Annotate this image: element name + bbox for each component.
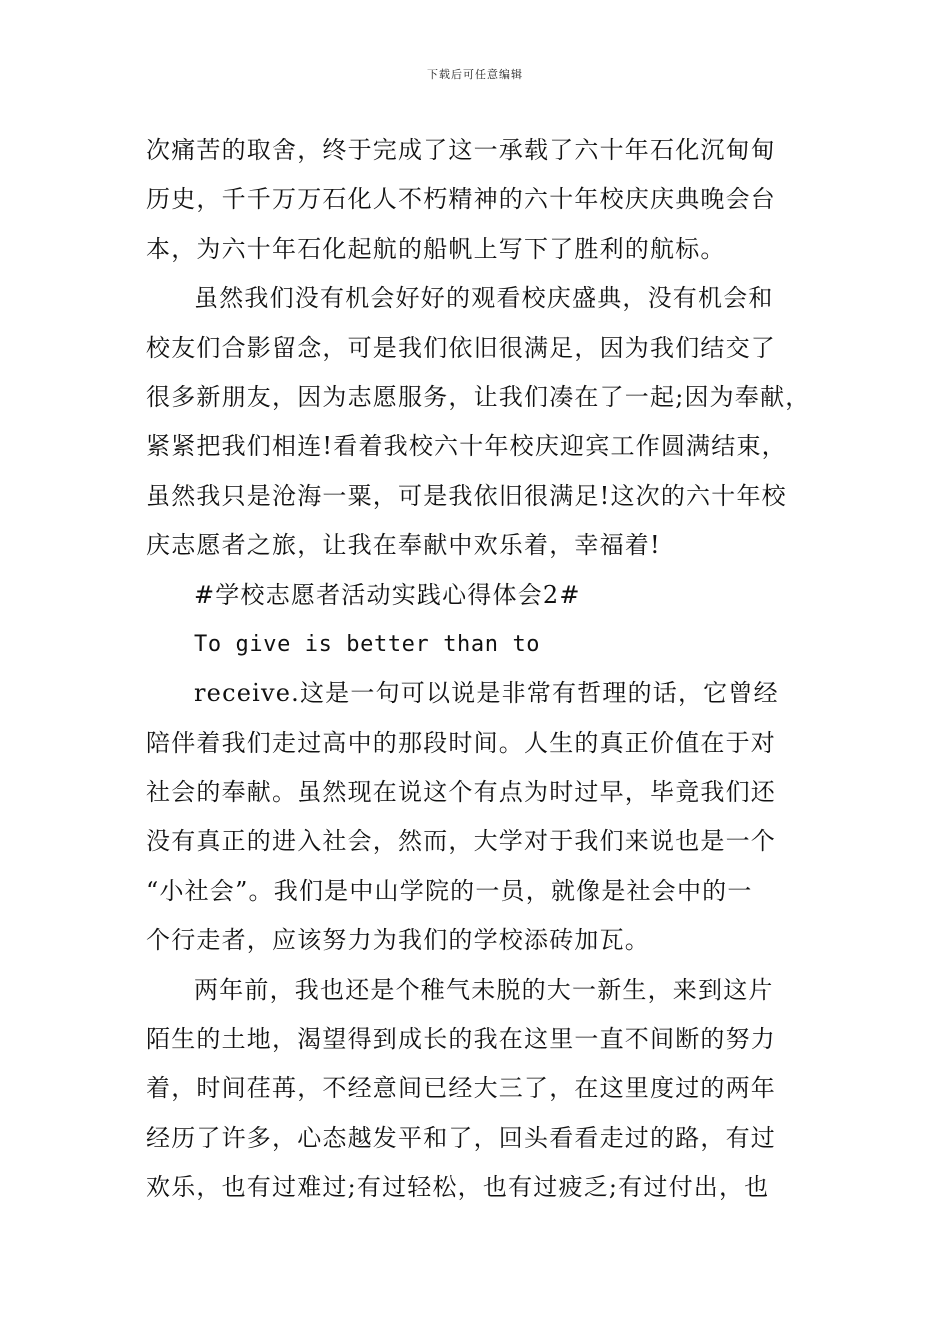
text-line: 着，时间荏苒，不经意间已经大三了，在这里度过的两年 xyxy=(146,1074,776,1103)
text-line: 历史，千千万万石化人不朽精神的六十年校庆庆典晚会台 xyxy=(146,185,776,214)
text-line: receive.这是一句可以说是非常有哲理的话，它曾经 xyxy=(194,679,779,708)
text-line: 校友们合影留念，可是我们依旧很满足，因为我们结交了 xyxy=(146,333,776,362)
text-line: 经历了许多，心态越发平和了，回头看看走过的路，有过 xyxy=(146,1123,776,1152)
text-line: 虽然我只是沧海一粟，可是我依旧很满足!这次的六十年校 xyxy=(146,481,787,510)
header-note: 下载后可任意编辑 xyxy=(427,68,523,81)
text-line: 虽然我们没有机会好好的观看校庆盛典，没有机会和 xyxy=(194,284,774,313)
text-line: 个行走者，应该努力为我们的学校添砖加瓦。 xyxy=(146,926,650,955)
text-line: 紧紧把我们相连!看着我校六十年校庆迎宾工作圆满结束， xyxy=(146,432,787,461)
text-line: To give is better than to xyxy=(194,631,541,657)
text-line: 欢乐，也有过难过;有过轻松，也有过疲乏;有过付出，也 xyxy=(146,1173,770,1202)
text-line: 陌生的土地，渴望得到成长的我在这里一直不间断的努力 xyxy=(146,1025,776,1054)
text-line: 没有真正的进入社会，然而，大学对于我们来说也是一个 xyxy=(146,827,776,856)
text-line: 庆志愿者之旅，让我在奉献中欢乐着，幸福着! xyxy=(146,531,661,560)
text-line: 两年前，我也还是个稚气未脱的大一新生，来到这片 xyxy=(194,975,774,1004)
text-line: 陪伴着我们走过高中的那段时间。人生的真正价值在于对 xyxy=(146,728,776,757)
text-line: #学校志愿者活动实践心得体会2# xyxy=(194,580,581,609)
text-line: 本，为六十年石化起航的船帆上写下了胜利的航标。 xyxy=(146,234,726,263)
text-line: “小社会”。我们是中山学院的一员，就像是社会中的一 xyxy=(146,876,753,905)
text-line: 次痛苦的取舍，终于完成了这一承载了六十年石化沉甸甸 xyxy=(146,136,776,164)
text-line: 社会的奉献。虽然现在说这个有点为时过早，毕竟我们还 xyxy=(146,778,776,807)
text-line: 很多新朋友，因为志愿服务，让我们凑在了一起;因为奉献， xyxy=(146,382,811,411)
document-body xyxy=(146,126,826,1213)
